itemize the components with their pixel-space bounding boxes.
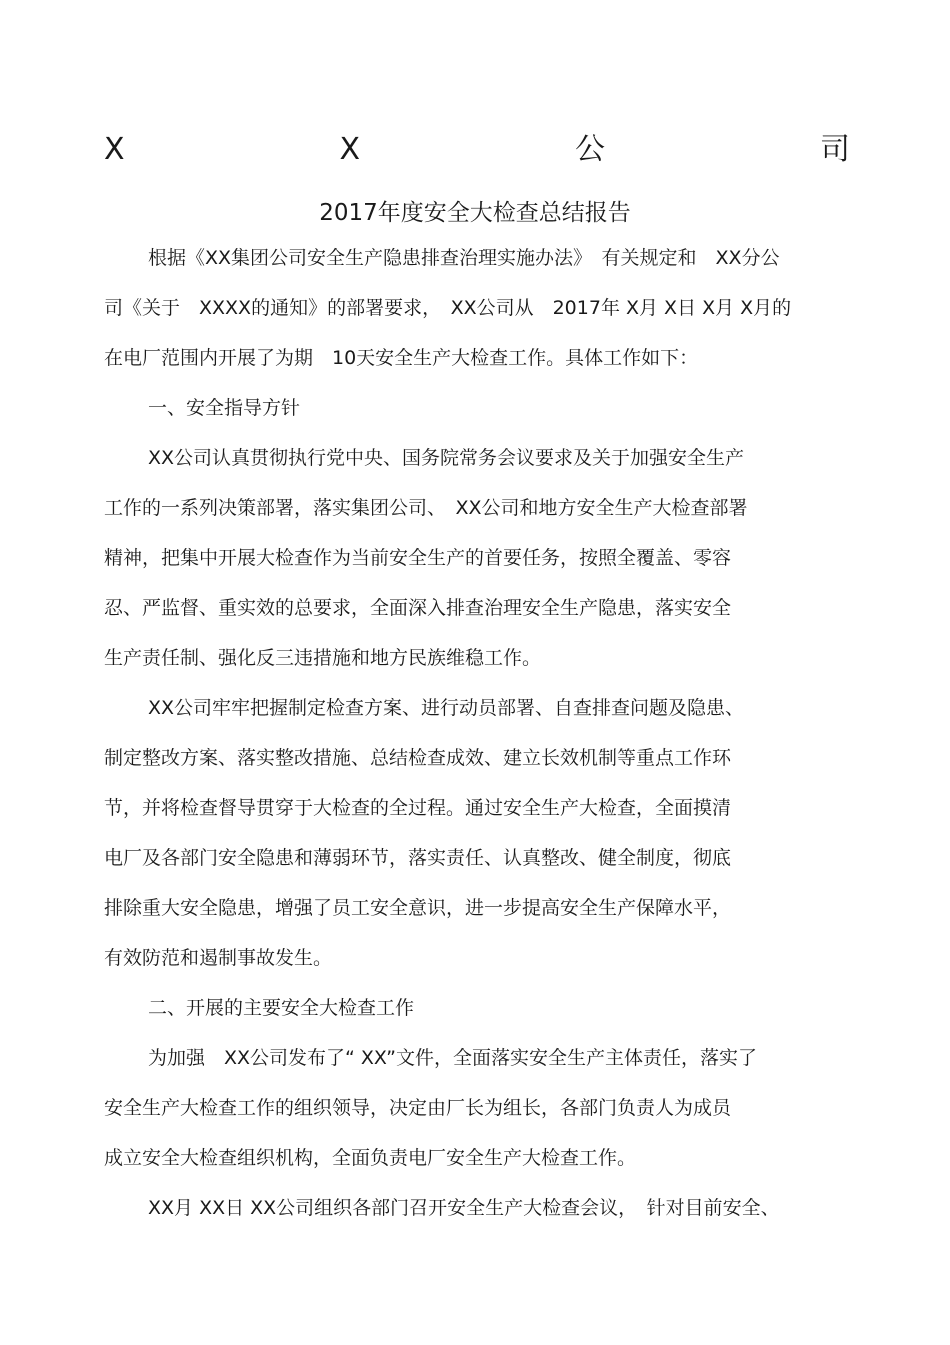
text-line: 节，并将检查督导贯穿于大检查的全过程。通过安全生产大检查，全面摸清 xyxy=(104,797,732,819)
text-line: 在电厂范围内开展了为期 10天安全生产大检查工作。具体工作如下： xyxy=(104,347,699,369)
title-char: X xyxy=(104,132,125,167)
text-line: XX月 XX日 XX公司组织各部门召开安全生产大检查会议， 针对目前安全、 xyxy=(148,1197,780,1219)
text-line: 生产责任制、强化反三违措施和地方民族维稳工作。 xyxy=(104,647,542,669)
text-line: 排除重大安全隐患，增强了员工安全意识，进一步提高安全生产保障水平， xyxy=(104,897,732,919)
text-line: 精神，把集中开展大检查作为当前安全生产的首要任务，按照全覆盖、零容 xyxy=(104,547,732,569)
document-subtitle: 2017年度安全大检查总结报告 xyxy=(319,200,631,226)
text-line: 有效防范和遏制事故发生。 xyxy=(104,947,333,969)
document-title xyxy=(104,128,850,172)
text-line: XX公司牢牢把握制定检查方案、进行动员部署、自查排查问题及隐患、 xyxy=(148,697,745,719)
text-line: 工作的一系列决策部署，落实集团公司、 XX公司和地方安全生产大检查部署 xyxy=(104,497,748,519)
text-line: 制定整改方案、落实整改措施、总结检查成效、建立长效机制等重点工作环 xyxy=(104,747,732,769)
section-heading: 一、安全指导方针 xyxy=(148,397,301,419)
text-line: 根据《XX集团公司安全生产隐患排查治理实施办法》 有关规定和 XX分公 xyxy=(148,247,780,269)
title-char: 公 xyxy=(575,132,606,167)
title-char: 司 xyxy=(819,132,850,167)
text-line: 司《关于 XXXX的通知》的部署要求， XX公司从 2017年 X月 X日 X月 X月的 xyxy=(104,297,792,319)
title-char: X xyxy=(339,132,361,167)
text-line: 为加强 XX公司发布了“ XX”文件，全面落实安全生产主体责任，落实了 xyxy=(148,1047,758,1069)
text-line: 忍、严监督、重实效的总要求，全面深入排查治理安全生产隐患，落实安全 xyxy=(104,597,732,619)
text-line: XX公司认真贯彻执行党中央、国务院常务会议要求及关于加强安全生产 xyxy=(148,447,745,469)
section-heading: 二、开展的主要安全大检查工作 xyxy=(148,997,415,1019)
text-line: 成立安全大检查组织机构，全面负责电厂安全生产大检查工作。 xyxy=(104,1147,637,1169)
text-line: 电厂及各部门安全隐患和薄弱环节，落实责任、认真整改、健全制度，彻底 xyxy=(104,847,732,869)
text-line: 安全生产大检查工作的组织领导，决定由厂长为组长，各部门负责人为成员 xyxy=(104,1097,732,1119)
